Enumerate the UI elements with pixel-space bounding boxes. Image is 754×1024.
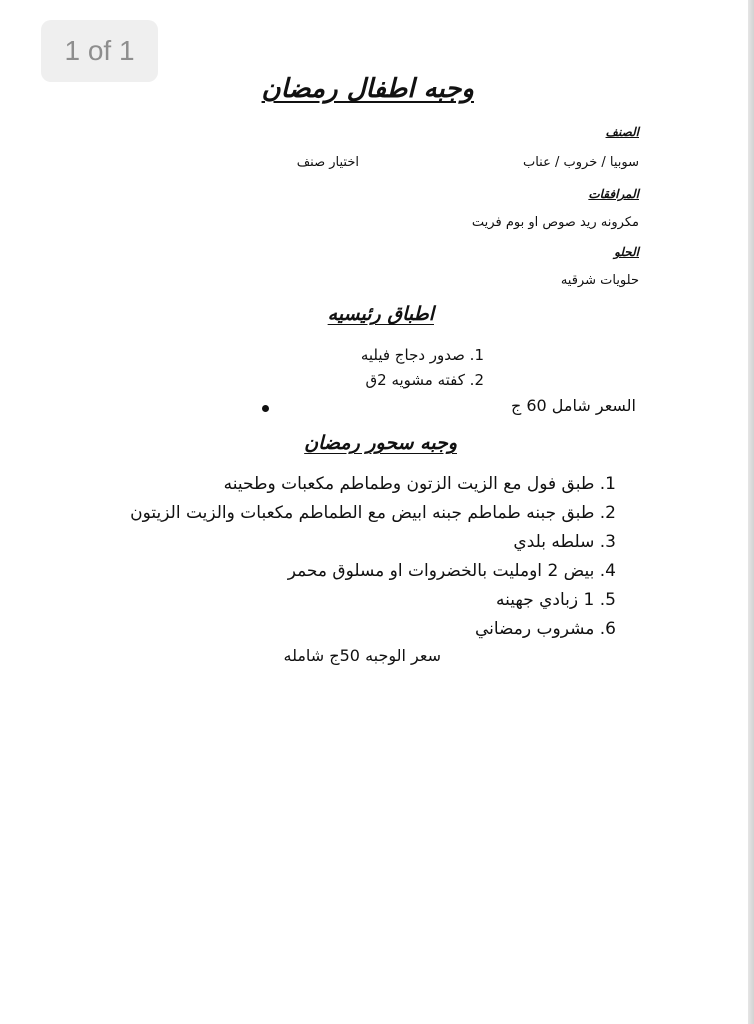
- list-item-number: 2.: [469, 371, 484, 389]
- category-options: سوبيا / خروب / عناب: [522, 155, 639, 170]
- list-item-text: 1 زبادي جهينه: [496, 590, 595, 610]
- dessert-label: الحلو: [614, 245, 639, 259]
- list-item-number: 6.: [599, 619, 616, 639]
- viewer-edge: [748, 0, 754, 1024]
- list-item-text: طبق جبنه طماطم جبنه ابيض مع الطماطم مكعبات والزيت الزيتون: [130, 503, 595, 523]
- list-item-number: 1.: [469, 346, 484, 364]
- list-item: [361, 343, 484, 368]
- list-item: [361, 368, 484, 393]
- list-item: [130, 499, 616, 528]
- suhoor-heading: وجبه سحور رمضان: [304, 432, 457, 454]
- list-item: [130, 528, 616, 557]
- list-item-number: 5.: [599, 590, 616, 610]
- bullet-icon: [262, 405, 269, 412]
- list-item-text: مشروب رمضاني: [474, 619, 595, 639]
- list-item-text: صدور دجاج فيليه: [360, 346, 465, 364]
- list-item: [130, 586, 616, 615]
- page-indicator: 1 of 1: [41, 20, 158, 82]
- main-dishes-heading: اطباق رئيسيه: [327, 303, 434, 325]
- category-choice: اختيار صنف: [296, 155, 359, 170]
- document-title: وجبه اطفال رمضان: [261, 74, 474, 104]
- list-item: [130, 470, 616, 499]
- list-item: [130, 615, 616, 644]
- sides-label: المرافقات: [588, 187, 639, 201]
- list-item-text: طبق فول مع الزيت الزتون وطماطم مكعبات وطحينه: [223, 474, 595, 494]
- list-item-number: 4.: [599, 561, 616, 581]
- list-item-number: 2.: [599, 503, 616, 523]
- list-item-text: كفته مشويه 2ق: [365, 371, 465, 389]
- main-dishes-list: [361, 343, 484, 393]
- sides-text: مكرونه ريد صوص او بوم فريت: [471, 215, 639, 230]
- dessert-text: حلويات شرقيه: [560, 273, 639, 288]
- category-label: الصنف: [605, 125, 639, 139]
- list-item: [130, 557, 616, 586]
- list-item-text: بيض 2 اومليت بالخضروات او مسلوق محمر: [287, 561, 595, 581]
- suhoor-price: سعر الوجبه 50ج شامله: [283, 646, 441, 665]
- list-item-text: سلطه بلدي: [513, 532, 595, 552]
- list-item-number: 3.: [599, 532, 616, 552]
- list-item-number: 1.: [599, 474, 616, 494]
- main-price: السعر شامل 60 ج: [510, 396, 636, 415]
- suhoor-list: [130, 470, 616, 644]
